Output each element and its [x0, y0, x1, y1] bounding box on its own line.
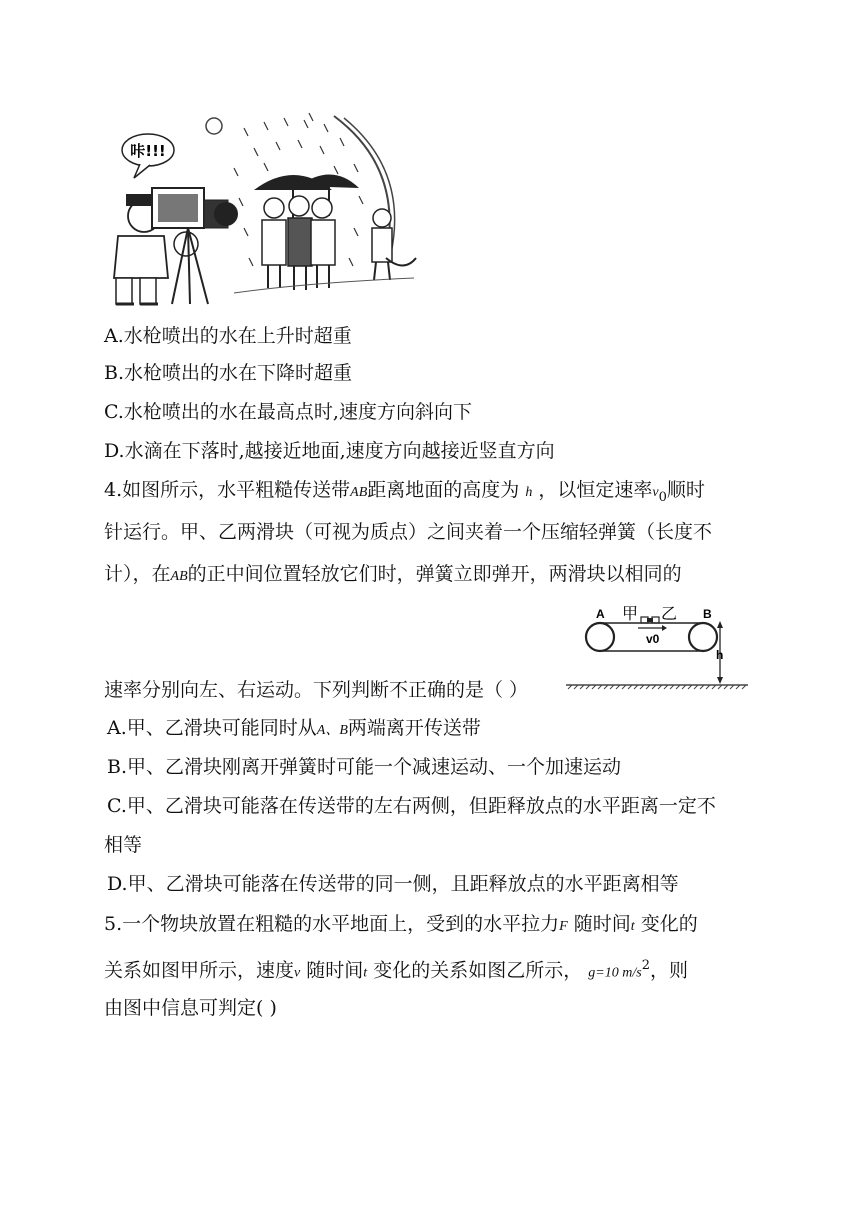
q4-text: ，以恒定速率: [538, 479, 653, 501]
arrow-down-icon: [717, 677, 723, 684]
arrow-up-icon: [717, 621, 723, 628]
math-v0: v: [652, 485, 659, 500]
math-t: t: [363, 965, 368, 981]
q4-text: 计），在: [104, 563, 171, 585]
q4-option-c-line1: C.甲、乙滑块可能落在传送带的左右两侧，但距释放点的水平距离一定不: [107, 795, 716, 817]
q4-text: 距离地面的高度为: [367, 479, 520, 501]
cartoon-illustration: [104, 108, 424, 308]
cartoon-speech-text: 咔!!!: [130, 142, 166, 160]
q4-stem-line4: 速率分别向左、右运动。下列判断不正确的是（ ）: [104, 679, 529, 701]
q4-stem-line1: [104, 477, 705, 511]
q4-stem-line3: [104, 561, 682, 590]
q5-text: 关系如图甲所示，速度: [104, 959, 295, 982]
q4-option-d: D.甲、乙滑块可能落在传送带的同一侧，且距释放点的水平距离相等: [107, 873, 679, 895]
block-jia: [641, 617, 648, 623]
math-f: F: [559, 919, 568, 934]
q5-stem-line3: 由图中信息可判定( ): [104, 997, 277, 1019]
math-ab: AB: [170, 569, 188, 584]
q5-text: 随时间: [306, 959, 364, 982]
q5-text: 变化的: [640, 913, 698, 935]
q3-option-c: C.水枪喷出的水在最高点时,速度方向斜向下: [104, 401, 472, 423]
q4-option-text: A.甲、乙滑块可能同时从: [107, 717, 317, 739]
q5-text: ，则: [649, 959, 688, 982]
math-v0-sub: 0: [658, 489, 667, 505]
belt-label-a: A: [596, 607, 605, 621]
q5-text: 变化的关系如图乙所示，: [373, 959, 583, 982]
conveyor-belt-diagram: [562, 597, 752, 692]
q5-stem-line1: [104, 911, 698, 940]
belt-label-jia: 甲: [622, 604, 639, 623]
pulley-left: [586, 623, 614, 651]
spring: [647, 618, 653, 622]
belt-label-h: h: [716, 648, 724, 662]
math-g: g=10 m/s: [588, 965, 642, 981]
q4-text: 的正中间位置轻放它们时，弹簧立即弹开，两滑块以相同的: [187, 563, 682, 585]
q5-text: 随时间: [573, 913, 631, 935]
pulley-right: [689, 623, 717, 651]
block-yi: [652, 617, 659, 623]
math-v: v: [294, 965, 301, 981]
belt-label-v0: v0: [646, 632, 660, 646]
arrow-head-icon: [662, 625, 667, 631]
math-h: h: [525, 485, 533, 500]
belt-label-yi: 乙: [661, 604, 678, 623]
math-a-b: A、B: [316, 723, 348, 738]
math-ab: AB: [350, 485, 368, 500]
q4-option-b: B.甲、乙滑块刚离开弹簧时可能一个减速运动、一个加速运动: [107, 756, 622, 778]
math-g-sup: 2: [641, 958, 650, 973]
q5-text: 5.一个物块放置在粗糙的水平地面上，受到的水平拉力: [104, 913, 560, 935]
q4-option-c-line2: 相等: [104, 834, 143, 856]
q3-option-d: D.水滴在下落时,越接近地面,速度方向越接近竖直方向: [104, 440, 555, 462]
belt-label-b: B: [703, 607, 712, 621]
q4-text: 顺时: [666, 479, 705, 501]
math-t: t: [630, 919, 635, 934]
q5-stem-line2: [104, 953, 688, 986]
q4-text: 4.如图所示，水平粗糙传送带: [104, 479, 351, 501]
q4-stem-line2: 针运行。甲、乙两滑块（可视为质点）之间夹着一个压缩轻弹簧（长度不: [104, 521, 713, 543]
q3-option-a: A.水枪喷出的水在上升时超重: [104, 325, 352, 347]
q3-option-b: B.水枪喷出的水在下降时超重: [104, 362, 353, 384]
q4-option-text: 两端离开传送带: [347, 717, 481, 739]
q4-option-a: [107, 715, 481, 744]
